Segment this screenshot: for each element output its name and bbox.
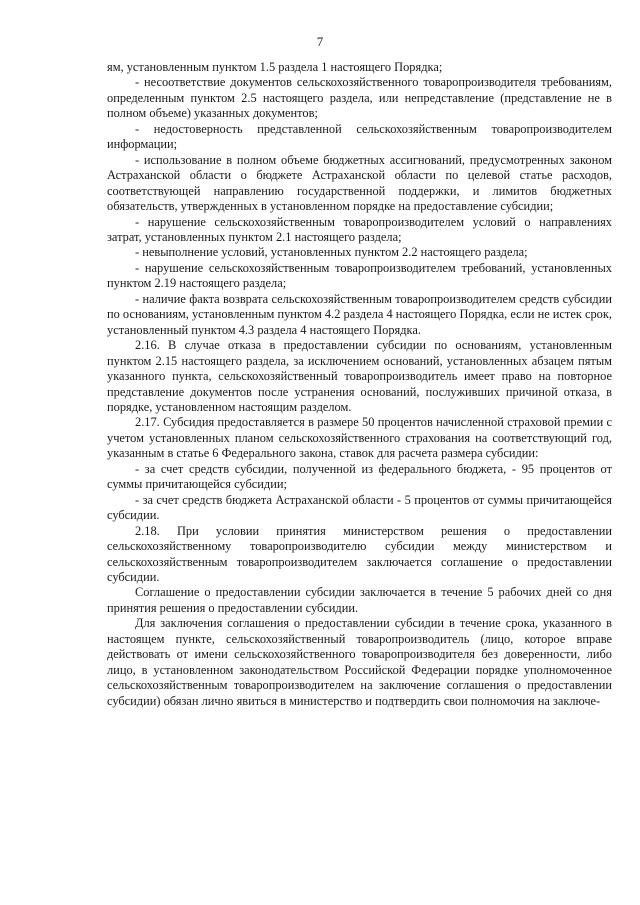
paragraph: - несоответствие документов сельскохозяйственного товаропроизводителя требованиям, определенным пунктом 2.5 настоящего раздела, или непредставление (представление не в полном объеме) указанных документов; [107, 75, 612, 121]
paragraph: 2.17. Субсидия предоставляется в размере 50 процентов начисленной страховой премии с учетом установленных планом сельскохозяйственного страхования на соответствующий год, указанным в статье 6 Федерального закона, ставок для расчета размера субсидии: [107, 415, 612, 461]
document-body [107, 60, 612, 709]
paragraph: - за счет средств субсидии, полученной из федерального бюджета, - 95 процентов от суммы причитающейся субсидии; [107, 461, 612, 492]
paragraph: Соглашение о предоставлении субсидии заключается в течение 5 рабочих дней со дня принятия решения о предоставлении субсидии. [107, 585, 612, 615]
paragraph: Для заключения соглашения о предоставлении субсидии в течение срока, указанного в настоящем пункте, сельскохозяйственный товаропроизводитель (лицо, которое вправе действовать от имени сельскохозяйственного товаропроизводителя без доверенности, либо лицо, в установленном законодательством Российской Федерации порядке уполномоченное сельскохозяйственным товаропроизводителем на заключение соглашения о предоставлении субсидии) обязан лично явиться в министерство и подтвердить свои полномочия на заключе- [107, 616, 612, 708]
paragraph: - нарушение сельскохозяйственным товаропроизводителем условий о направлениях затрат, установленных пунктом 2.1 настоящего раздела; [107, 214, 612, 244]
paragraph: - использование в полном объеме бюджетных ассигнований, предусмотренных законом Астраханской области о бюджете Астраханской области по целевой статье расходов, соответствующей направлению государственной поддержки, и лимитов бюджетных обязательств, утвержденных в установленном порядке на предоставление субсидии; [107, 152, 612, 214]
paragraph: - недостоверность представленной сельскохозяйственным товаропроизводителем информации; [107, 121, 612, 152]
page-number: 7 [316, 34, 324, 49]
paragraph: - нарушение сельскохозяйственным товаропроизводителем требований, установленных пунктом 2.19 настоящего раздела; [107, 260, 612, 291]
paragraph: - невыполнение условий, установленных пунктом 2.2 настоящего раздела; [135, 245, 528, 260]
paragraph: - за счет средств бюджета Астраханской области - 5 процентов от суммы причитающейся субсидии. [107, 492, 612, 523]
paragraph: 2.16. В случае отказа в предоставлении субсидии по основаниям, установленным пунктом 2.15 настоящего раздела, за исключением оснований, установленных абзацем пятым указанного пункта, сельскохозяйственный товаропроизводитель имеет право на повторное представление документов после устранения оснований, послуживших причиной отказа, в порядке, установленном настоящим разделом. [107, 338, 612, 414]
paragraph: 2.18. При условии принятия министерством решения о предоставлении сельскохозяйственному товаропроизводителю субсидии между министерством и сельскохозяйственным товаропроизводителем заключается соглашение о предоставлении субсидии. [107, 523, 612, 584]
paragraph: - наличие факта возврата сельскохозяйственным товаропроизводителем средств субсидии по основаниям, установленным пунктом 4.2 раздела 4 настоящего Порядка, если не истек срок, установленный пунктом 4.3 раздела 4 настоящего Порядка. [107, 291, 612, 337]
paragraph: ям, установленным пунктом 1.5 раздела 1 настоящего Порядка; [107, 60, 443, 74]
